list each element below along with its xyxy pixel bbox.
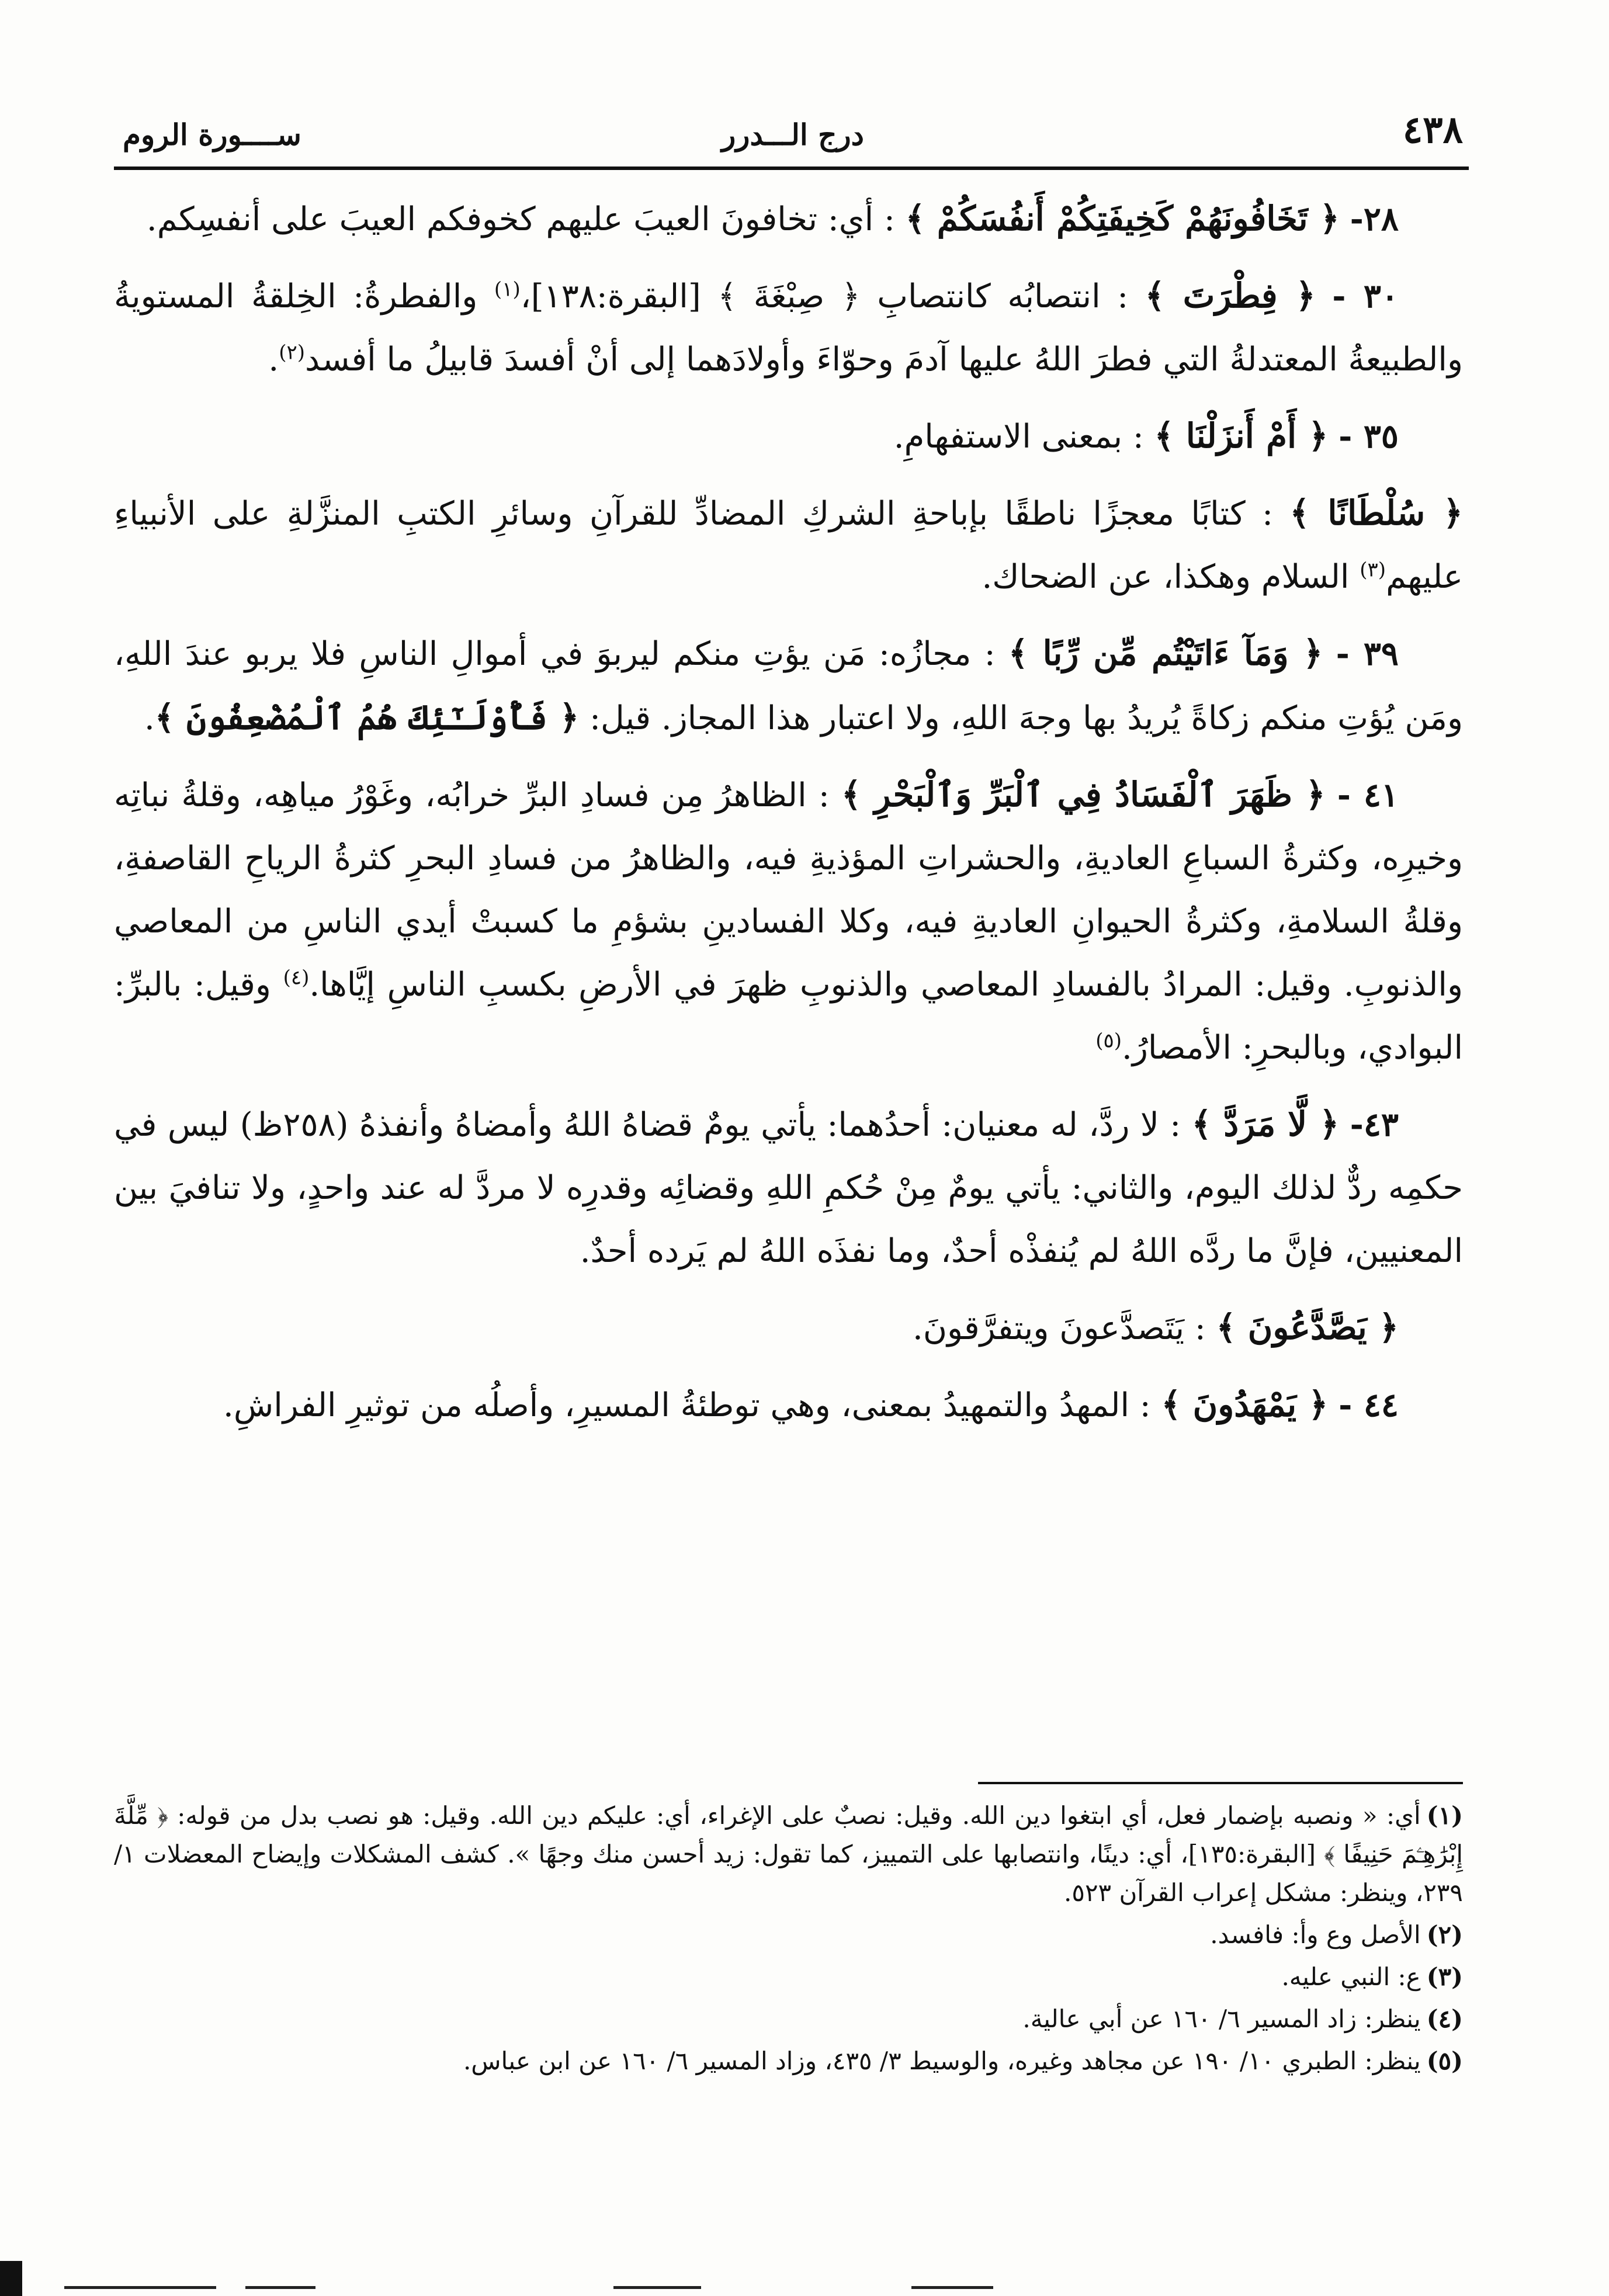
commentary-text: : بمعنى الاستفهامِ. bbox=[893, 418, 1154, 456]
verse-number: ٣٥ - bbox=[1338, 417, 1399, 456]
footnote-number: (٣) bbox=[1426, 1962, 1463, 1991]
verse-number: ٣٠ - bbox=[1332, 277, 1399, 315]
paragraph-verse-43 bbox=[114, 1092, 1463, 1283]
commentary-text: : الظاهرُ مِن فسادِ البرِّ خرابُه، وغَوْرُ مياهِه، وقلةُ نباتِه وخيرِه، وكثرةُ السباعِ العاديةِ، والحشراتِ المؤذيةِ فيه، والظاهرُ من فسادِ البحرِ كثرةُ الرياحِ القاصفةِ، وقلةُ السلامةِ، وكثرةُ الحيوانِ العاديةِ فيه، وكلا الفسادينِ بشؤمِ ما كسبتْ أيدي الناسِ من المعاصي والذنوبِ. وقيل: المرادُ بالفسادِ المعاصي والذنوبِ ظهرَ في الأرضِ بكسبِ الناسِ إيَّاها. bbox=[114, 776, 1464, 1004]
footnote-number: (٢) bbox=[1426, 1920, 1463, 1949]
verse-number: ٢٨- bbox=[1350, 200, 1399, 238]
footnote-number: (٤) bbox=[1426, 2004, 1463, 2033]
scan-mark bbox=[911, 2286, 993, 2289]
main-text bbox=[114, 187, 1463, 1450]
commentary-text: : مجازُه: مَن يؤتِ منكم ليربوَ في أموالِ الناسِ فلا يربو عندَ اللهِ، ومَن يُؤتِ منكم زكاةً يُريدُ بها وجهَ اللهِ، ولا اعتبار هذا المجاز. قيل: bbox=[114, 635, 1463, 737]
quran-quote: ﴿ لَّا مَرَدَّ ﴾ bbox=[1191, 1104, 1340, 1144]
verse-number: ٤٤ - bbox=[1338, 1386, 1399, 1424]
paragraph-verse-44 bbox=[114, 1373, 1463, 1437]
quran-quote: ﴿ فِطْرَتَ ﴾ bbox=[1145, 276, 1316, 315]
quran-quote: ﴿ تَخَافُونَهُمْ كَخِيفَتِكُمْ أَنفُسَكُمْ ﴾ bbox=[905, 199, 1340, 238]
paragraph-verse-30 bbox=[114, 264, 1463, 391]
footnote-text: ع: النبي عليه. bbox=[1281, 1962, 1421, 1991]
footnote-ref[interactable]: (٤) bbox=[283, 966, 310, 990]
footnote-text: الأصل وع وأ: فافسد. bbox=[1210, 1920, 1421, 1949]
paragraph-verse-41 bbox=[114, 763, 1463, 1080]
commentary-text: وقيل: بالبرِّ: البوادي، وبالبحرِ: الأمصارُ. bbox=[114, 966, 1463, 1067]
paragraph-verse-35 bbox=[114, 404, 1463, 469]
commentary-text: : يَتَصدَّعونَ ويتفرَّقونَ. bbox=[913, 1309, 1216, 1347]
commentary-text: السلام وهكذا، عن الضحاك. bbox=[982, 558, 1360, 596]
quran-quote: ﴿ يَمْهَدُونَ ﴾ bbox=[1161, 1385, 1329, 1424]
verse-number: ٣٩ - bbox=[1336, 634, 1399, 673]
quran-quote: ﴿ سُلْطَانًا ﴾ bbox=[1289, 493, 1464, 533]
footnote-ref[interactable]: (٣) bbox=[1360, 558, 1386, 582]
running-header bbox=[123, 102, 1463, 158]
commentary-text: : لا ردَّ، له معنيان: أحدُهما: يأتي يومٌ قضاهُ اللهُ وأمضاهُ وأنفذهُ (٢٥٨ظ) ليس في حكمِه ردٌّ لذلك اليوم، والثاني: يأتي يومٌ مِنْ حُكمِ اللهِ وقضائِه وقدرِه لا مردَّ له عند واحدٍ، ولا تنافيَ بين المعنيين، فإنَّ ما ردَّه اللهُ لم يُنفذْه أحدٌ، وما نفذَه اللهُ لم يَرده أحدٌ. bbox=[114, 1106, 1463, 1270]
footnote bbox=[114, 1958, 1463, 1996]
footnote-ref[interactable]: (٢) bbox=[279, 341, 305, 365]
paragraph-verse-28 bbox=[114, 187, 1463, 251]
footnote bbox=[114, 1796, 1463, 1912]
scan-mark bbox=[613, 2286, 701, 2289]
scan-edge-mark bbox=[0, 2261, 22, 2296]
footnote-text: ينظر: الطبري ١٠/ ١٩٠ عن مجاهد وغيره، والوسيط ٣/ ٤٣٥، وزاد المسير ٦/ ١٦٠ عن ابن عباس. bbox=[463, 2047, 1421, 2075]
quran-quote: ﴿ ظَهَرَ ٱلْفَسَادُ فِي ٱلْبَرِّ وَٱلْبَحْرِ ﴾ bbox=[841, 775, 1326, 814]
footnote bbox=[114, 2000, 1463, 2038]
commentary-text: : كتابًا معجزًا ناطقًا بإباحةِ الشركِ المضادِّ للقرآنِ وسائرِ الكتبِ المنزَّلةِ على الأنبياءِ عليهم bbox=[114, 495, 1463, 596]
quran-quote: ﴿ وَمَآ ءَاتَيْتُم مِّن رِّبًا ﴾ bbox=[1008, 633, 1323, 673]
surah-name: ســــورة الروم bbox=[123, 117, 301, 152]
book-title: درج الـــدرر bbox=[722, 117, 864, 152]
paragraph-yassaddaun bbox=[114, 1296, 1463, 1360]
quran-quote: ﴿ فَأُوْلَـٰٓئِكَ هُمُ ٱلْمُضْعِفُونَ ﴾ bbox=[154, 698, 580, 737]
verse-number: ٤١ - bbox=[1337, 776, 1399, 814]
footnote-text: ينظر: زاد المسير ٦/ ١٦٠ عن أبي عالية. bbox=[1022, 2004, 1421, 2033]
paragraph-sultan bbox=[114, 481, 1463, 609]
quran-quote: ﴿ يَصَّدَّعُونَ ﴾ bbox=[1216, 1307, 1399, 1347]
commentary-text: . bbox=[144, 699, 155, 737]
footnote-ref[interactable]: (٥) bbox=[1095, 1029, 1122, 1053]
footnote-ref[interactable]: (١) bbox=[494, 278, 521, 301]
commentary-text: والفطرةُ: الخِلقةُ المستويةُ والطبيعةُ المعتدلةُ التي فطرَ اللهُ عليها آدمَ وحوّاءَ وأولادَهما إلى أنْ أفسدَ قابيلُ ما أفسد bbox=[114, 278, 1463, 379]
verse-number: ٤٣- bbox=[1350, 1105, 1399, 1144]
paragraph-verse-39 bbox=[114, 622, 1463, 750]
commentary-text: : انتصابُه كانتصابِ ﴿ صِبْغَةَ ﴾ [البقرة:١٣٨]، bbox=[520, 278, 1145, 315]
header-rule bbox=[114, 167, 1469, 170]
commentary-text: : أي: تخافونَ العيبَ عليهم كخوفكم العيبَ على أنفسِكم. bbox=[146, 200, 906, 238]
page-number: ٤٣٨ bbox=[1402, 108, 1463, 152]
quran-quote: ﴿ أَمْ أَنزَلْنَا ﴾ bbox=[1154, 416, 1329, 456]
footnote-number: (١) bbox=[1426, 1801, 1463, 1830]
footnote-separator bbox=[978, 1782, 1463, 1784]
footnote-text: أي: « ونصبه بإضمار فعل، أي ابتغوا دين الله. وقيل: نصبٌ على الإغراء، أي: عليكم دين الله. وقيل: هو نصب بدل من قوله: ﴿ مِّلَّةَ إِبْرَٰهِـۧمَ حَنِيفًا ﴾ [البقرة:١٣٥]، أي: دينًا، وانتصابها على التمييز، كما تقول: زيد أحسن منك وجهًا ». كشف المشكلات وإيضاح المعضلات ١/ ٢٣٩، وينظر: مشكل إعراب القرآن ٥٢٣. bbox=[114, 1801, 1463, 1907]
commentary-text: : المهدُ والتمهيدُ بمعنى، وهي توطئةُ المسيرِ، وأصلُه من توثيرِ الفراشِ. bbox=[223, 1386, 1161, 1424]
scan-mark bbox=[64, 2286, 216, 2289]
commentary-text: . bbox=[268, 341, 279, 379]
footnotes bbox=[114, 1796, 1463, 2084]
scan-mark bbox=[245, 2286, 315, 2289]
footnote bbox=[114, 2042, 1463, 2080]
footnote-number: (٥) bbox=[1426, 2047, 1463, 2075]
footnote bbox=[114, 1916, 1463, 1954]
